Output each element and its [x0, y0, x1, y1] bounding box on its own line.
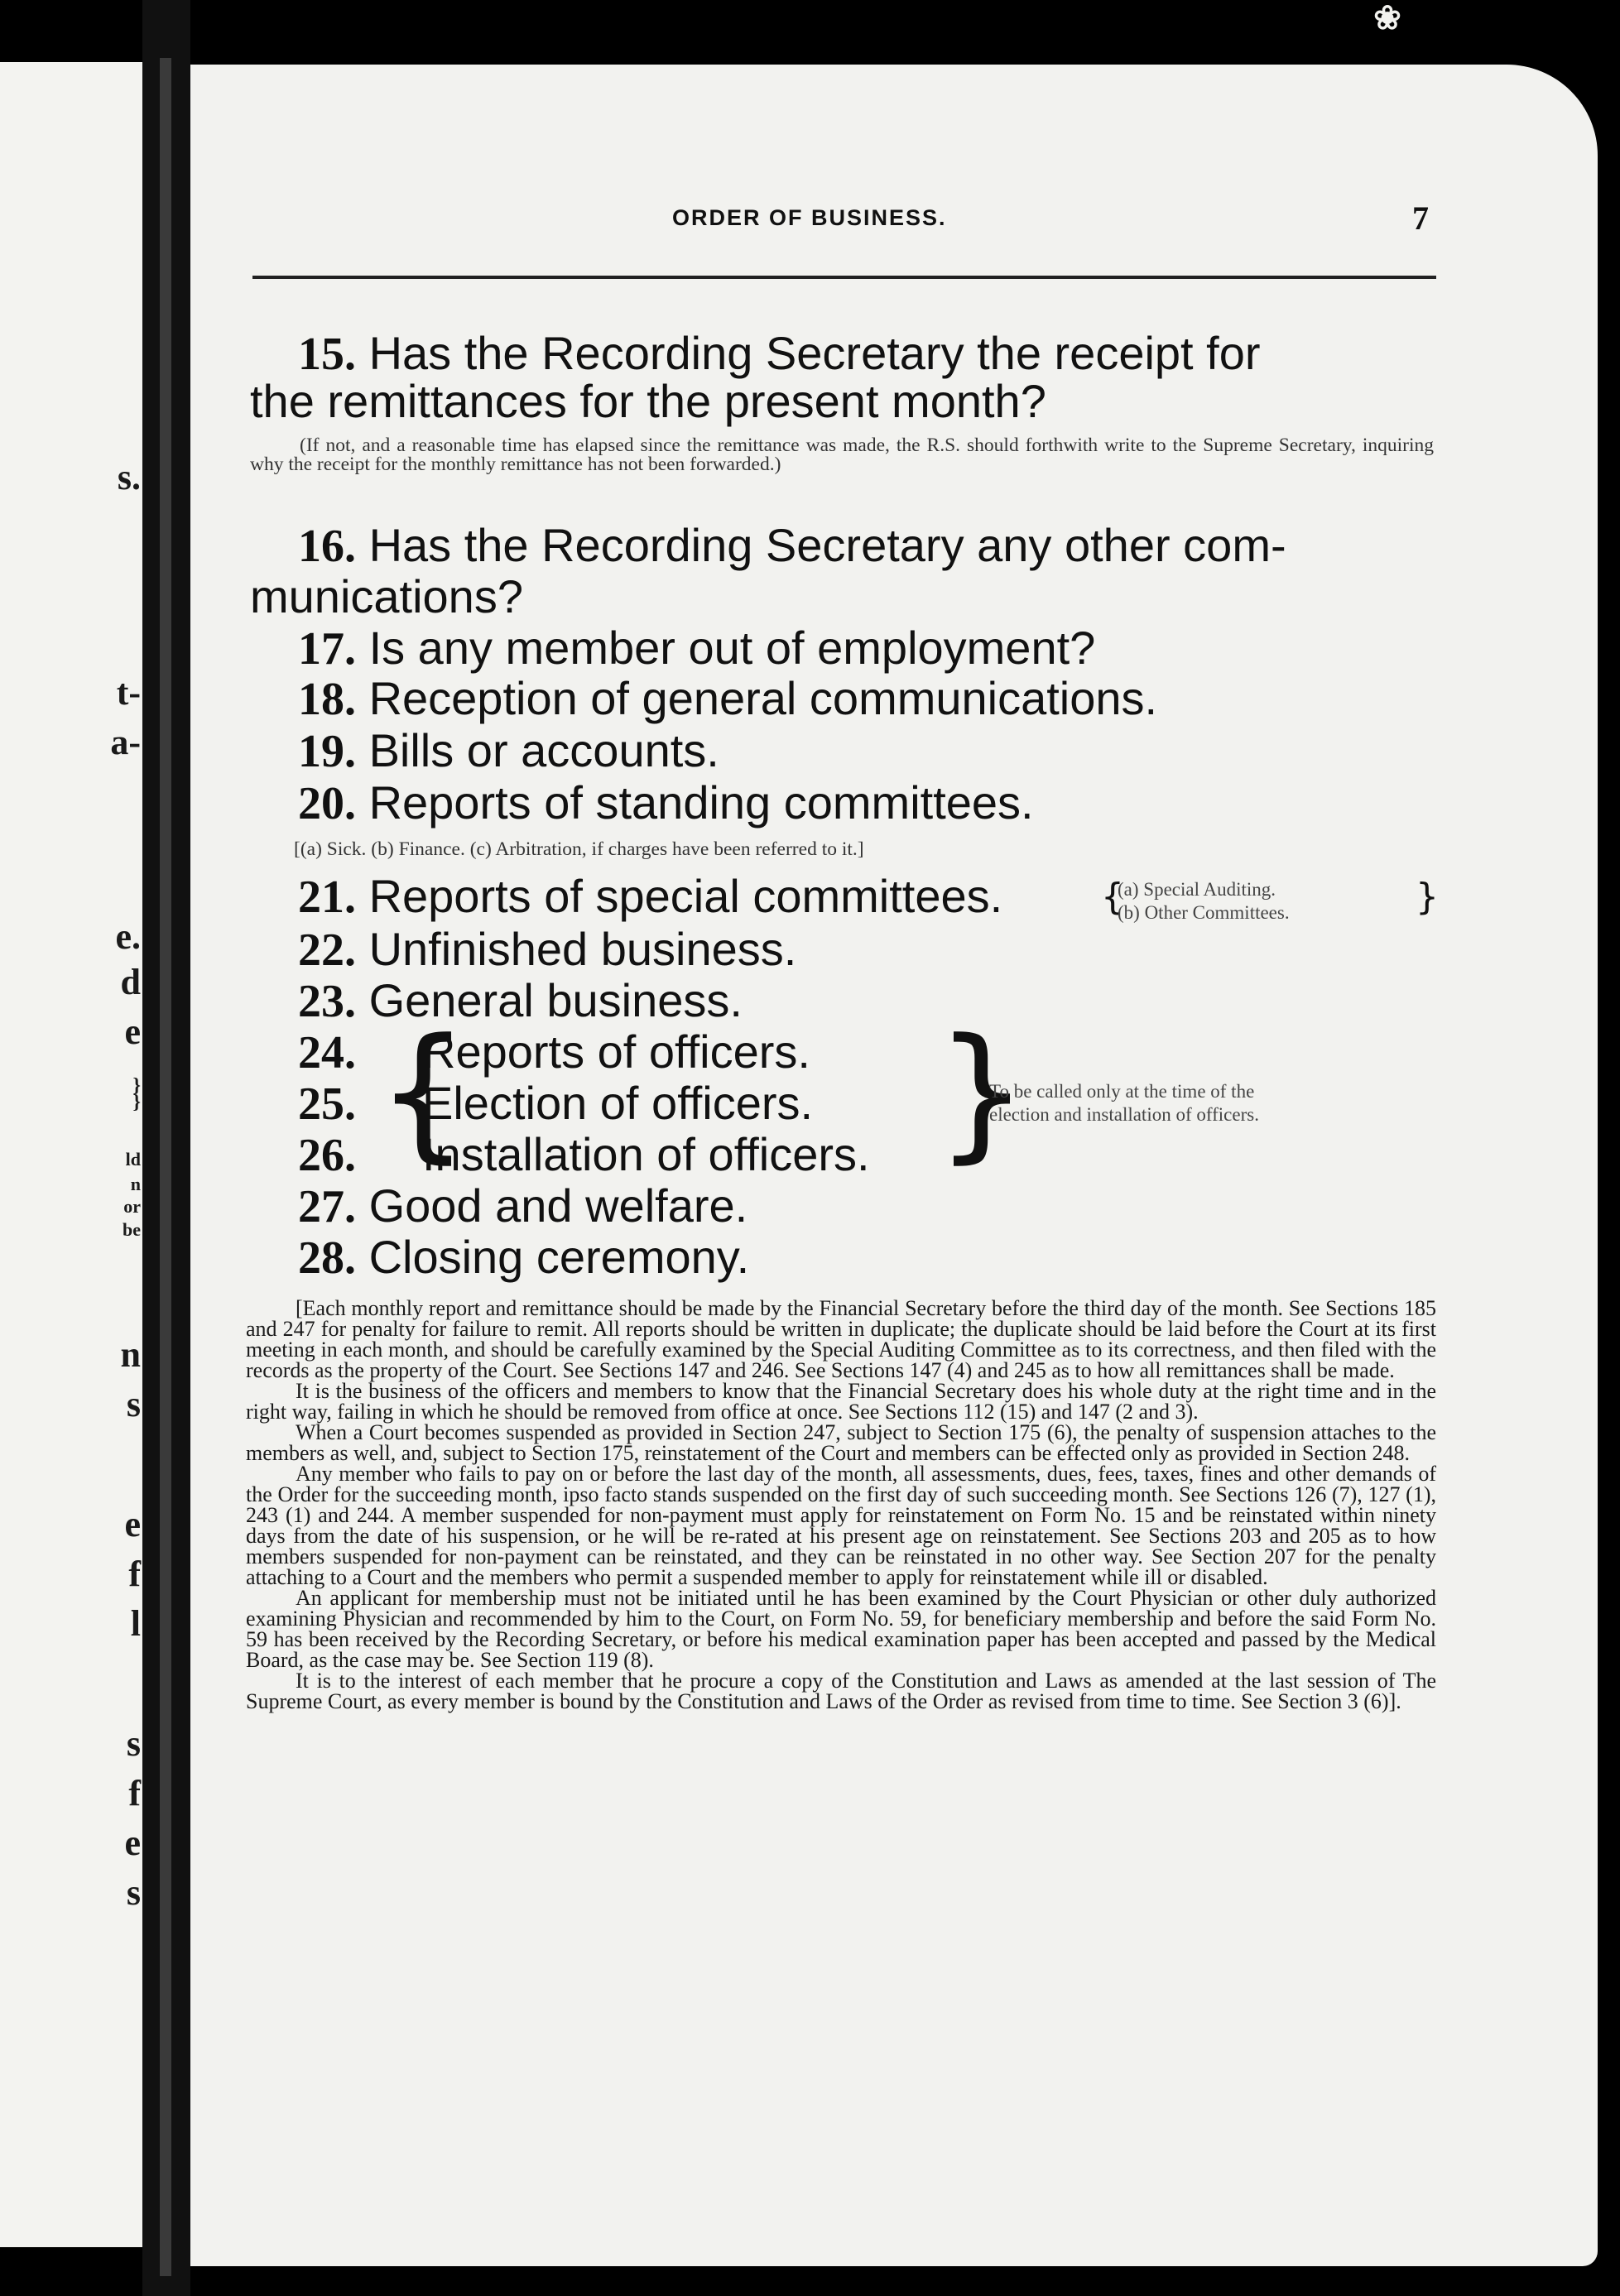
- item-number: 18.: [298, 674, 356, 725]
- fragment: l: [130, 1603, 141, 1644]
- left-brace: {: [1101, 876, 1124, 918]
- agenda-item-24: [298, 1028, 356, 1077]
- items-24-26-note-line2: election and installation of officers.: [989, 1104, 1259, 1125]
- fragment: be: [123, 1219, 141, 1240]
- fragment: f: [128, 1554, 141, 1594]
- footnote-paragraph: An applicant for membership must not be initiated until he has been examined by the Court Physician or other duly authorized examining Physician and recommended by him to the Court, on Form No. 59, for beneficiary membership and before the said Form No. 59 has been received by the Recording Secretary, or before his medical examination paper has been accepted and passed by the Medical Board, as the case may be. See Section 119 (8).: [246, 1586, 1436, 1672]
- fragment: d: [120, 962, 141, 1002]
- footnote-paragraph: [Each monthly report and remittance should be made by the Financial Secretary before the third day of the month. See Sections 185 and 247 for penalty for failure to remit. All reports should be written in duplicate; the duplicate should be laid before the Court at its first meeting in each month, and should be carefully examined by the Special Auditing Committee as to its correctness, and then filed with the records as the property of the Court. See Sections 147 and 246. See Sections 147 (4) and 245 as to how all remittances shall be made.: [246, 1296, 1436, 1382]
- item-number: 24.: [298, 1027, 356, 1078]
- agenda-item-25-text: Election of officers.: [422, 1077, 814, 1129]
- agenda-item-24-text: Reports of officers.: [422, 1026, 810, 1078]
- page-number: 7: [1412, 199, 1429, 237]
- item-number: 27.: [298, 1181, 356, 1232]
- previous-page-edge: [0, 62, 142, 2247]
- fragment: e: [124, 1823, 141, 1863]
- agenda-item-15: [298, 329, 1261, 378]
- fragment: n: [130, 1174, 141, 1194]
- agenda-item-26: [298, 1131, 356, 1179]
- fragment: s: [126, 1872, 141, 1913]
- fragment: n: [120, 1334, 141, 1375]
- item-number: 15.: [298, 329, 356, 380]
- fragment: e: [124, 1011, 141, 1052]
- fragment: f: [128, 1773, 141, 1813]
- item-number: 23.: [298, 976, 356, 1027]
- footnote-paragraph: When a Court becomes suspended as provided in Section 247, subject to Section 175 (6), the penalty of suspension attaches to the members as well, and, subject to Section 175, reinstatement of the Court and members can be effected only as provided in Section 248.: [246, 1420, 1436, 1465]
- agenda-item-26-text: Installation of officers.: [422, 1128, 870, 1180]
- agenda-item-16: [298, 521, 1286, 570]
- item-text: Has the Recording Secretary the receipt for: [368, 327, 1261, 379]
- footnote-paragraph: Any member who fails to pay on or before the last day of the month, all assessments, dues, fees, taxes, fines and other demands of the Order for the succeeding month, ipso facto stands suspended on the first day of such succeeding month. See Sections 126 (7), 127 (1), 243 (1) and 244. A member suspended for non-payment must apply for reinstatement on Form No. 15 and be reinstated within ninety days from the date of his suspension, or he will be re-rated at his present age on reinstatement. See Sections 203 and 205 as to how members suspended for non-payment can be reinstated, and they can be reinstated in no other way. See Section 207 for the penalty attaching to a Court and the members who permit a suspended member to apply for reinstatement while ill or disabled.: [246, 1462, 1436, 1589]
- group-left-brace: {: [377, 1007, 469, 1177]
- group-right-brace: }: [935, 1007, 1028, 1177]
- fragment: ld: [125, 1149, 141, 1170]
- item-text: Unfinished business.: [368, 923, 797, 975]
- item-21-note-b: (b) Other Committees.: [1118, 902, 1290, 923]
- right-brace: }: [1416, 876, 1439, 918]
- item-number: 17.: [298, 623, 356, 675]
- item-text: Bills or accounts.: [368, 724, 719, 776]
- fragment: s: [126, 1723, 141, 1764]
- item-20-note: [(a) Sick. (b) Finance. (c) Arbitration, if charges have been referred to it.]: [294, 838, 864, 860]
- agenda-item-22: [298, 925, 796, 974]
- fragment: a-: [110, 722, 141, 762]
- item-text: Closing ceremony.: [368, 1231, 750, 1283]
- fragment: e.: [115, 916, 141, 957]
- agenda-item-23: [298, 974, 743, 1027]
- item-15-note: (If not, and a reasonable time has elapsed since the remittance was made, the R.S. should forthwith write to the Supreme Secretary, inquiring why the receipt for the monthly remittance has not been forwarded.): [250, 435, 1434, 475]
- running-head: ORDER OF BUSINESS.: [672, 205, 947, 230]
- agenda-item-25: [298, 1079, 356, 1128]
- previous-page-fragments: [0, 62, 142, 2247]
- item-text: Good and welfare.: [368, 1179, 748, 1232]
- item-text: Reports of standing committees.: [368, 776, 1034, 829]
- item-text: Has the Recording Secretary any other com-: [368, 519, 1286, 571]
- gutter-binding: [160, 58, 171, 2276]
- item-number: 28.: [298, 1232, 356, 1284]
- item-text: Reports of special committees.: [368, 870, 1003, 922]
- footnote-block: [246, 1298, 1436, 1712]
- fragment: }: [132, 1092, 141, 1113]
- footnote-paragraph: It is the business of the officers and members to know that the Financial Secretary does his whole duty at the right time and in the right way, failing in which he should be removed from office at once. See Sections 112 (15) and 147 (2 and 3).: [246, 1379, 1436, 1424]
- agenda-item-28: [298, 1233, 749, 1282]
- fragment: s.: [117, 457, 141, 497]
- item-number: 22.: [298, 925, 356, 976]
- agenda-item-27: [298, 1179, 748, 1232]
- ink-blot: ❀: [1373, 0, 1401, 36]
- footnote-paragraph: It is to the interest of each member that he procure a copy of the Constitution and Laws as amended at the last session of The Supreme Court, as every member is bound by the Constitution and Laws of the Order as revised from time to time. See Section 3 (6)].: [246, 1669, 1436, 1713]
- item-number: 26.: [298, 1130, 356, 1181]
- item-21-note-a: (a) Special Auditing.: [1118, 879, 1276, 900]
- items-24-26-note-line1: To be called only at the time of the: [989, 1081, 1255, 1102]
- agenda-item-20: [298, 776, 1034, 829]
- fragment: or: [123, 1196, 141, 1217]
- agenda-item-15-continued: the remittances for the present month?: [250, 375, 1046, 427]
- item-number: 25.: [298, 1078, 356, 1130]
- item-number: 21.: [298, 872, 356, 923]
- agenda-item-19: [298, 724, 719, 777]
- agenda-item-21: [298, 872, 1002, 921]
- item-number: 16.: [298, 521, 356, 572]
- fragment: s: [126, 1384, 141, 1424]
- agenda-item-17: [298, 624, 1095, 673]
- agenda-item-16-continued: munications?: [250, 570, 523, 622]
- agenda-item-18: [298, 672, 1158, 725]
- fragment: e: [124, 1504, 141, 1544]
- header-rule: [252, 276, 1436, 279]
- item-text: Is any member out of employment?: [368, 622, 1096, 674]
- item-text: Reception of general communications.: [368, 672, 1158, 724]
- fragment: }: [132, 1075, 141, 1097]
- item-text: General business.: [368, 974, 743, 1026]
- fragment: t-: [116, 672, 141, 713]
- item-number: 20.: [298, 778, 356, 829]
- item-number: 19.: [298, 726, 356, 777]
